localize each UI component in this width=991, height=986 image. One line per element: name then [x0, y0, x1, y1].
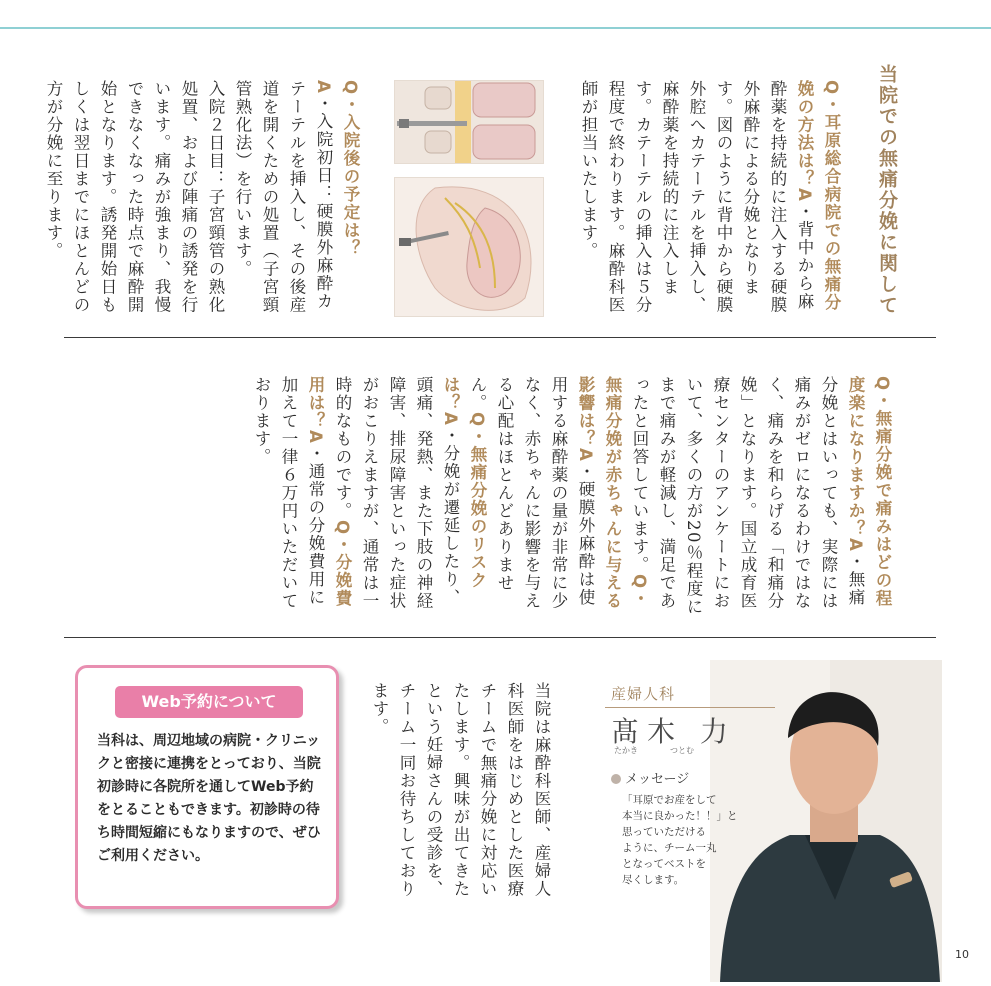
top-divider: [0, 27, 991, 29]
epidural-illustration: [394, 177, 544, 317]
web-reservation-body: 当科は、周辺地域の病院・クリニックと密接に連携をとっており、当院初診時に各院所を通してWeb予約をとることもできます。初診時の待ち時間短縮にもなりますので、ぜひご利用ください。: [97, 733, 321, 864]
bullet-icon: [611, 774, 621, 784]
spine-illustration: [394, 80, 544, 164]
a-schedule: A・入院初日：硬膜外麻酔カテーテルを挿入し、その後産道を開くための処置（子宮頸管熟化法）を行います。 入院２日目：子宮頸管の熟化処置、および陣痛の誘発を行います。痛みが強まり、我慢できなくなった時点で麻酔開始となります。誘発開始日もしくは翌日までにほとんどの方が分娩に至ります。: [44, 80, 333, 314]
a-method: A・背中から麻酔薬を持続的に注入する硬膜外麻酔による分娩となります。図のように背中から硬膜外腔へカテーテルを挿入し、麻酔薬を持続的に注入します。カテーテルの挿入は５分程度で終わります。麻酔科医師が担当いたします。: [579, 80, 814, 314]
section-title: 当院での無痛分娩に関して: [876, 64, 898, 316]
qa-schedule: [40, 80, 364, 322]
doctor-name: 髙木 力: [611, 715, 736, 748]
intro-text: 当院は麻酔科医師、産婦人科医師をはじめとした医療チームで無痛分娩に対応いたします。興味が出てきたという妊婦さんの受診を、チーム一同お待ちしております。: [370, 682, 551, 898]
doctor-department: 産婦人科: [611, 685, 676, 703]
doctor-name-ruby-family: たかき: [614, 746, 638, 755]
page-number: 10: [955, 948, 969, 961]
message-label: メッセージ: [611, 768, 689, 787]
web-reservation-title: Web予約について: [115, 686, 303, 718]
q-schedule: Q・入院後の予定は？: [341, 80, 360, 258]
q-method: Q・耳原総合病院での無痛分娩の方法は？: [795, 80, 841, 312]
doctor-name-underline: [605, 707, 775, 708]
divider-2: [64, 637, 936, 638]
doctor-name-ruby-given: つとむ: [670, 746, 694, 755]
qa-middle: Q・無痛分娩で痛みはどの程度楽になりますか？A・無痛分娩とはいっても、実際には痛みがゼロになるわけではなく、痛みを和らげる「和痛分娩」となります。国立成育医療センターのアンケートにおいて、多くの方が20％程度にまで痛みが軽減し、満足であったと回答しています。Q・無痛分娩が赤ちゃんに与える影響は？A・硬膜外麻酔は使用する麻酔薬の量が非常に少なく、赤ちゃんに影響を与える心配はほとんどありません。Q・無痛分娩のリスクは？A・分娩が遷延したり、頭痛、発熱、また下肢の神経障害、排尿障害といった症状がおこりえますが、通常は一時的なものです。Q・分娩費用は？A・通常の分娩費用に加えて一律６万円いただいております。: [252, 376, 892, 616]
doctor-message: 「耳原でお産をして 本当に良かった！！」と 思っていただける ように、チーム一丸 となってベストを 尽くします。: [622, 794, 738, 886]
qa-method: [575, 80, 845, 322]
web-reservation-box: [75, 665, 339, 909]
divider-1: [64, 337, 936, 338]
